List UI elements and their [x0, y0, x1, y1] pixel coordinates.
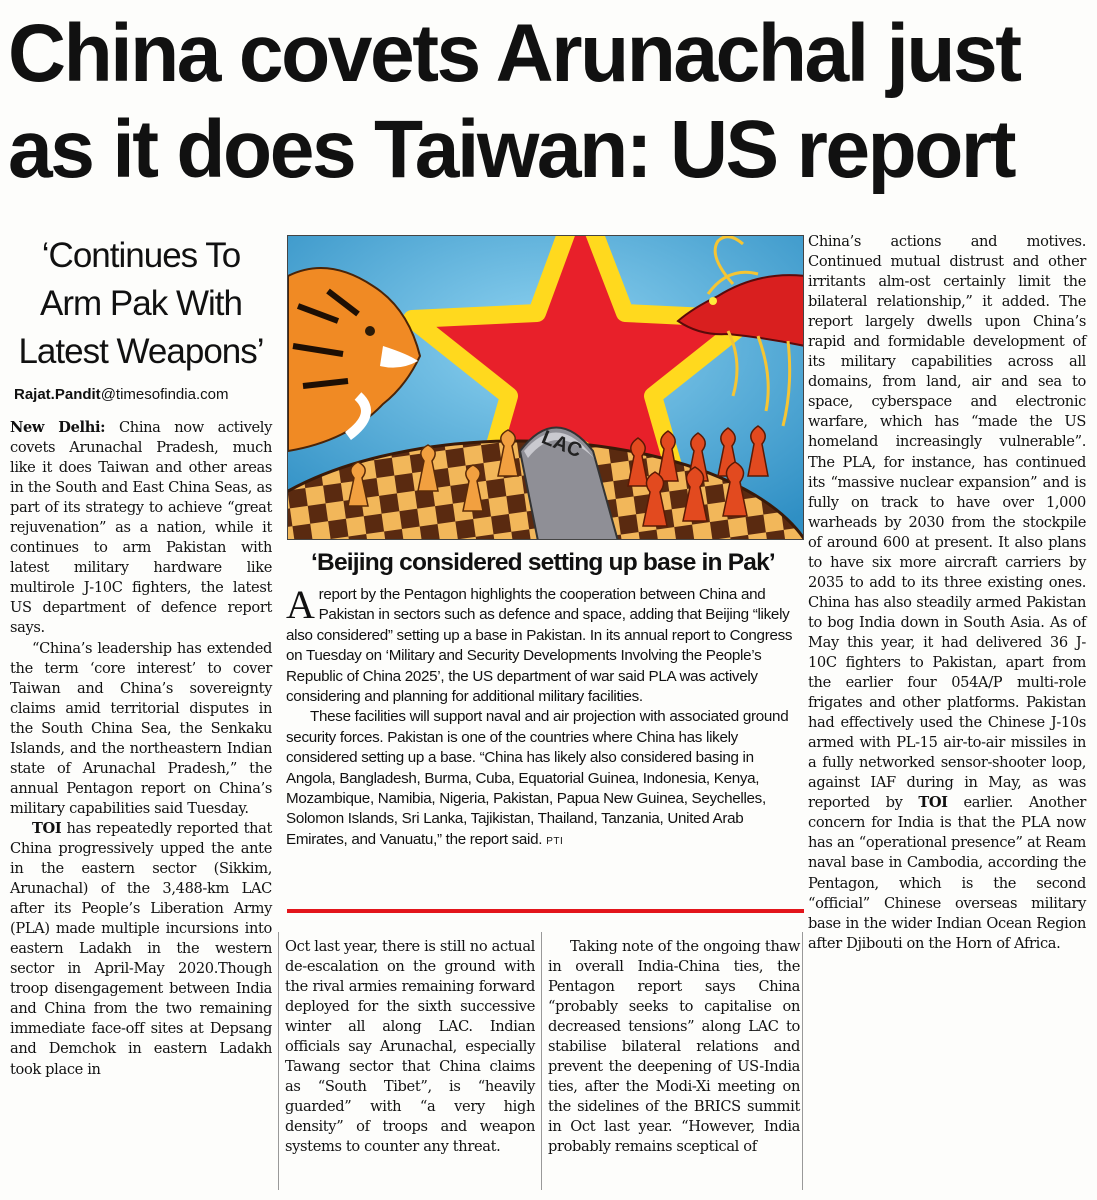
kicker-subheading: ‘Continues To Arm Pak With Latest Weapons’ [18, 236, 264, 371]
article-column-4 [808, 232, 1086, 954]
article-paragraph: New Delhi: China now actively covets Arunachal Pradesh, much like it does Taiwan and other areas in the South and East China Seas, as part of its strategy to achieve “great rejuvenation” as a nation, while it continues to arm Pakistan with latest military hardware like multirole J-10C fighters, the latest US department of defence report says. [10, 419, 272, 637]
article-column-1 [10, 418, 272, 1080]
sidebar-paragraph: A report by the Pentagon highlights the cooperation between China and Pakistan in sectors such as defence and space, adding that Beijing “likely also considered” setting up a base in Pakistan. In its annual report to Congress on Tuesday on ‘Military and Security Developments Involving the People’s Republic of China 2025’, the US department of war said PLA was actively considering and planning for additional military facilities. [286, 582, 793, 706]
lac-label: LAC [538, 426, 585, 463]
column-rule [541, 932, 542, 1190]
article-paragraph: China’s actions and motives. Continued mutual distrust and other irritants alm-ost certainly limit the bilateral relationship,” it added. The report largely dwells upon China’s rapid and formidable development of its military capabilities across all domains, from land, air and sea to space, cyberspace and electronic warfare, which has “made the US homeland increasingly vulnerable”. The PLA, for instance, has continued its “massive nuclear expansion” and is fully on track to have over 1,000 warheads by 2030 from the stockpile of around 600 at present. It also plans to have six more aircraft carriers by 2035 to add to its three existing ones. China has also steadily armed Pakistan to bog India down in South Asia. As of May this year, it had delivered 36 J-10C fighters to Pakistan, apart from the earlier four 054A/P multi-role frigates and other platforms. Pakistan had effectively used the Chinese J-10s armed with PL-15 air-to-air missiles in a fully networked sensor-shooter loop, against IAF during in May, as was reported by TOI earlier. Another concern for India is that the PLA now has an “operational presence” at Ream naval base in Cambodia, according the Pentagon, which is the second “official” Chinese overseas military base in the wider Indian Ocean Region after Djibouti on the Horn of Africa. [808, 233, 1086, 952]
byline-domain: @timesofindia.com [100, 386, 229, 403]
article-column-3 [548, 937, 800, 1158]
drop-cap: A [286, 582, 315, 627]
headline: China covets Arunachal just as it does Taiwan: US report [8, 8, 1020, 195]
byline [14, 386, 274, 403]
cartoon-illustration [287, 235, 804, 540]
sidebar-heading: ‘Beijing considered setting up base in Pak’ [311, 549, 775, 576]
sidebar-body [286, 582, 806, 852]
article-paragraph: TOI has repeatedly reported that China progressively upped the ante in the eastern sector (Sikkim, Arunachal) of the 3,488-km LAC after its People’s Liberation Army (PLA) made multiple incursions into eastern Ladakh in the western sector in April-May 2020.Though troop disengagement between India and China from the two remaining immediate face-off sites at Depsang and Demchok in eastern Ladakh took place in [10, 819, 272, 1078]
article-column-2 [285, 937, 535, 1158]
cartoon-svg [288, 236, 804, 540]
toi-mention: TOI [918, 794, 948, 812]
sidebar-paragraph: These facilities will support naval and air projection with associated ground security forces. Pakistan is one of the countries where China has likely considered setting up a base. “China has likely also considered basing in Angola, Bangladesh, Burma, Cuba, Equatorial Guinea, Indonesia, Kenya, Mozambique, Namibia, Nigeria, Pakistan, Papua New Guinea, Seychelles, Solomon Islands, Sri Lanka, Tajikistan, Thailand, Tanzania, United Arab Emirates, and Vanuatu,” the report said. PTI [286, 708, 789, 848]
byline-name: Rajat.Pandit [14, 386, 101, 403]
article-paragraph: “China’s leadership has extended the term ‘core interest’ to cover Taiwan and China’s sovereignty claims amid territorial disputes in the South China Sea, the Senkaku Islands, and the northeastern Indian state of Arunachal Pradesh,” the annual Pentagon report on China’s military capabilities said Tuesday. [10, 639, 272, 817]
dateline: New Delhi: [10, 419, 106, 436]
red-divider [287, 909, 804, 913]
toi-mention: TOI [32, 819, 62, 837]
column-rule [802, 932, 803, 1190]
column-rule [278, 932, 279, 1190]
pti-credit: PTI [546, 835, 564, 847]
article-paragraph: Taking note of the ongoing thaw in overall India-China ties, the Pentagon report says China “probably seeks to capitalise on decreased tensions” along LAC to stabilise bilateral relations and prevent the deepening of US-India ties, after the Modi-Xi meeting on the sidelines of the BRICS summit in Oct last year. “However, India probably remains sceptical of [548, 938, 800, 1156]
article-paragraph: Oct last year, there is still no actual de-escalation on the ground with the rival armies remaining forward deployed for the sixth successive winter all along LAC. Indian officials say Arunachal, especially Tawang sector that China claims as “South Tibet”, is “heavily guarded” with “a very high density” of troops and weapon systems to counter any threat. [285, 938, 535, 1156]
